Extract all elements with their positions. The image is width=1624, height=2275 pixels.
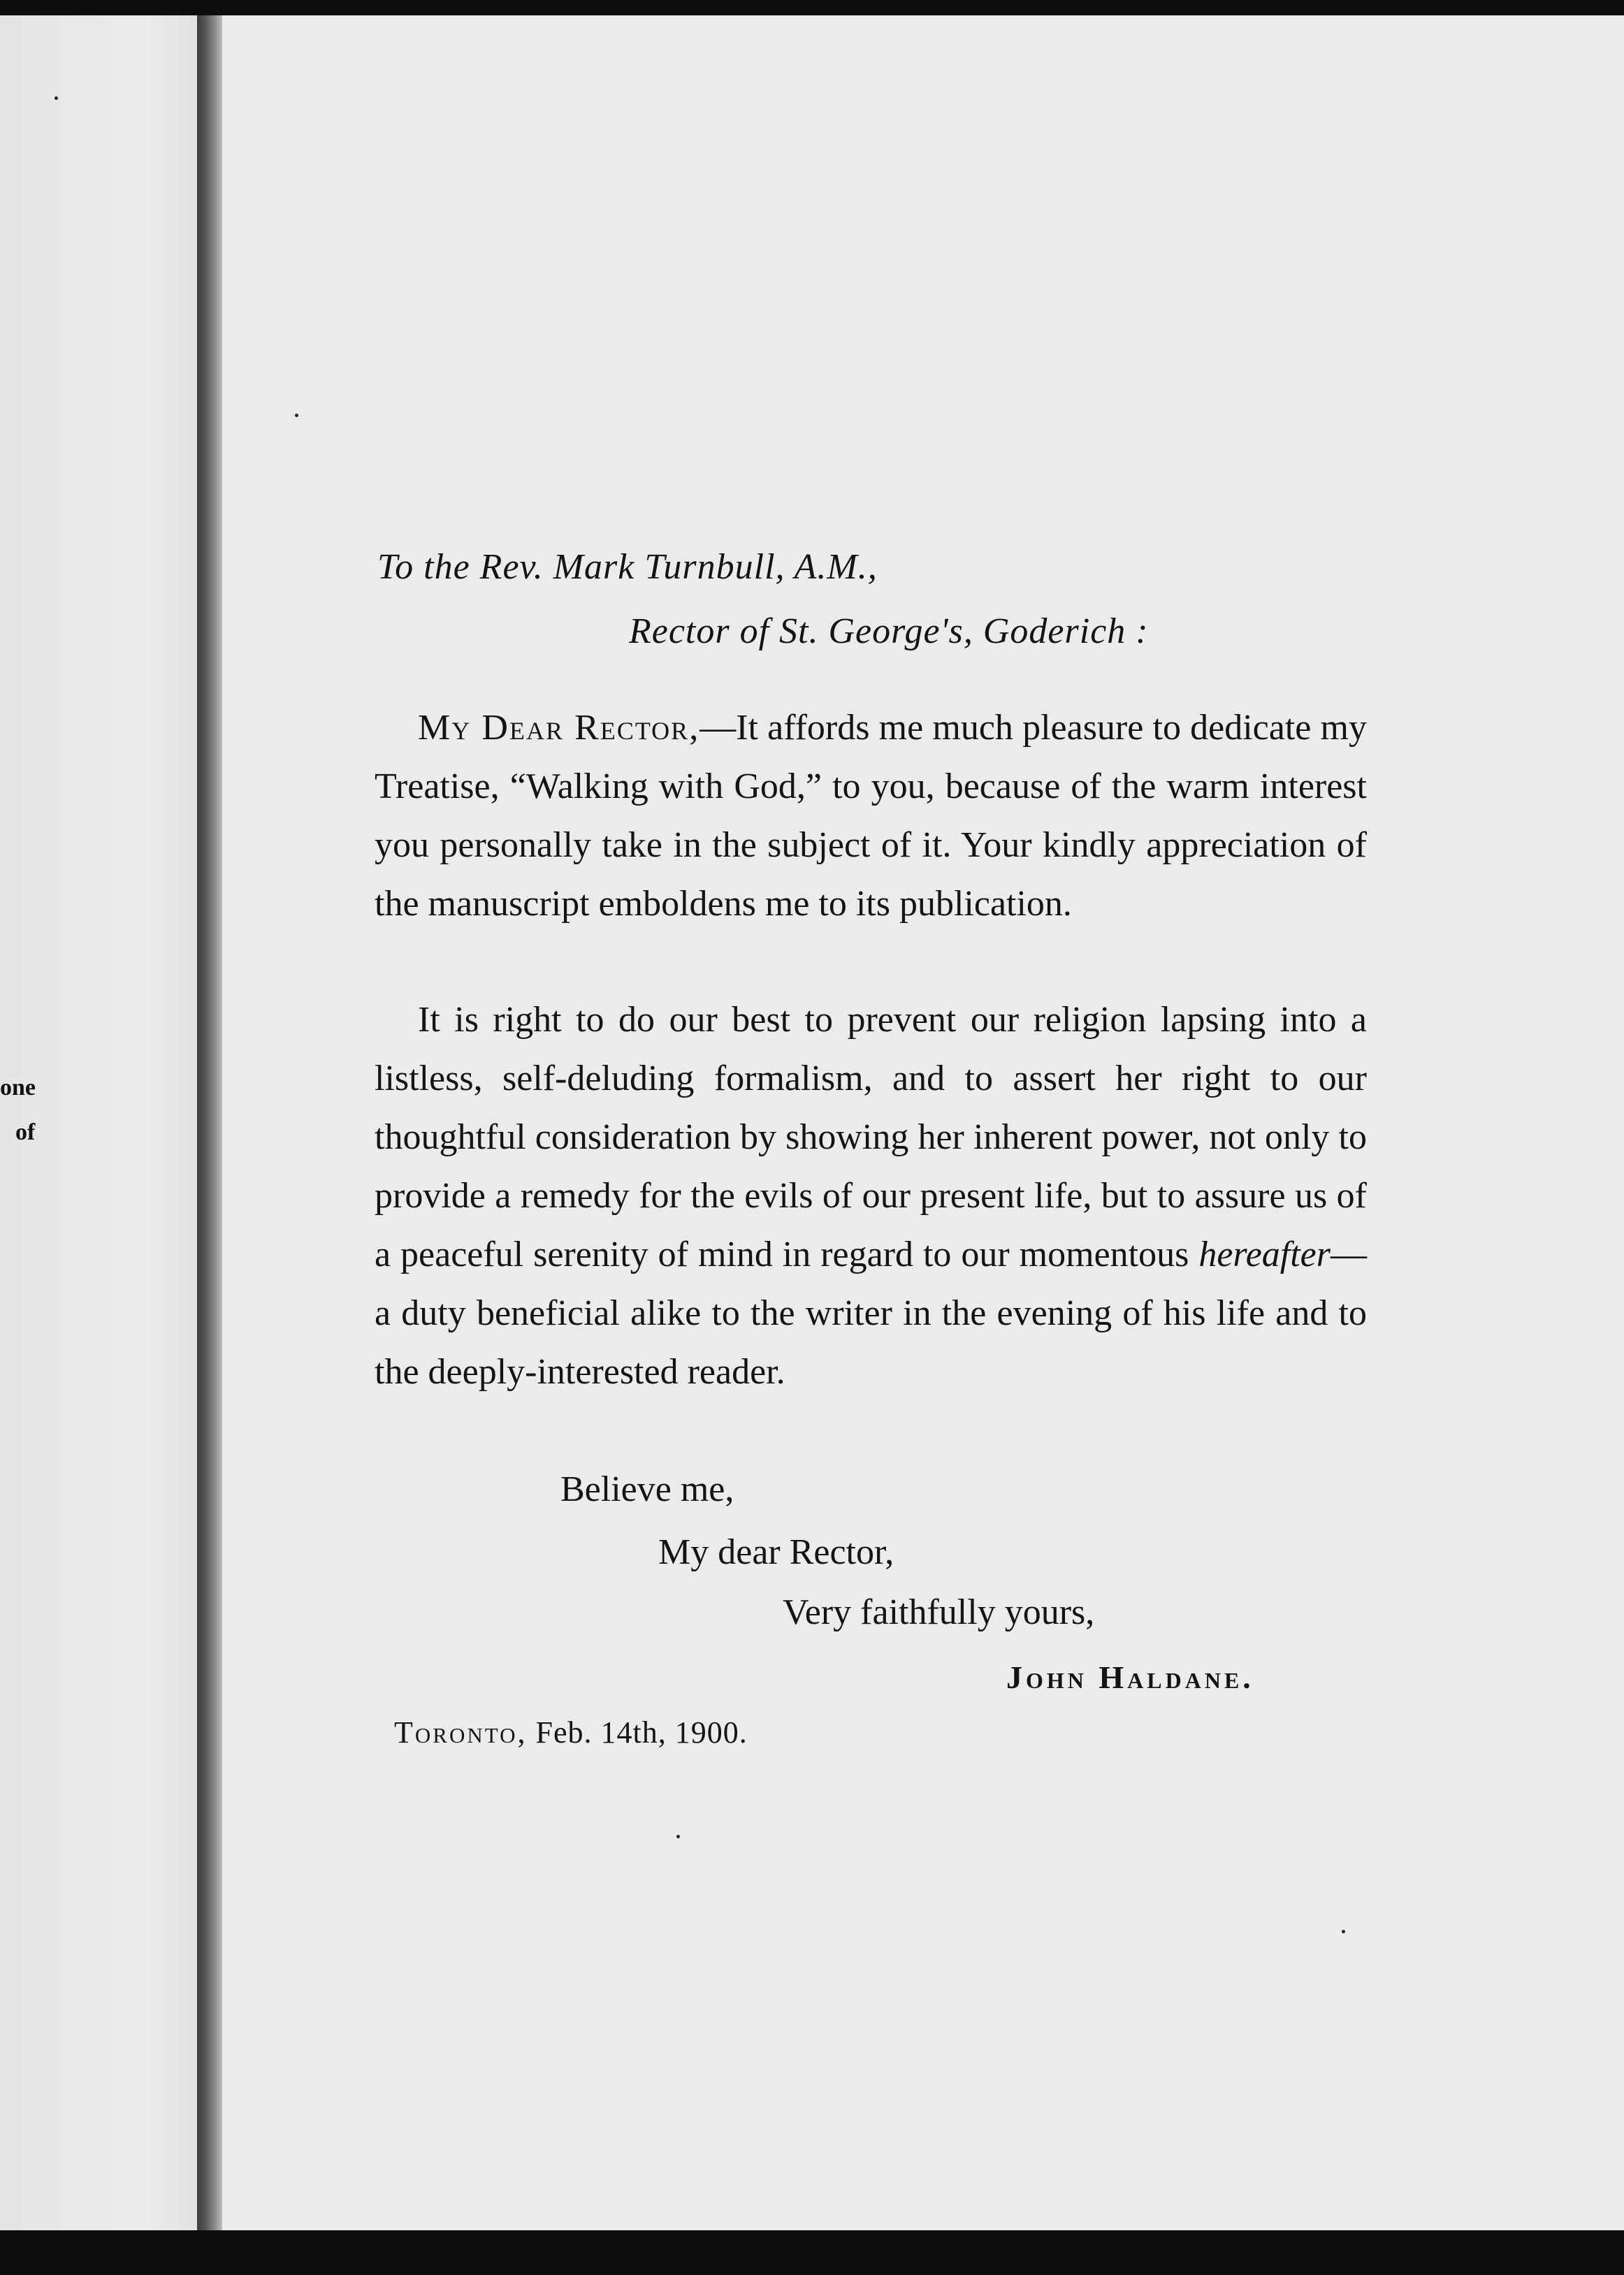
paper-speck [295, 414, 298, 417]
greeting-lead: My Dear Rector, [418, 708, 700, 748]
left-page-fragment-one: one [0, 1075, 36, 1100]
left-page-edge [0, 15, 197, 2230]
dedication-content [222, 15, 1624, 2230]
closing-my-dear-rector: My dear Rector, [658, 1532, 894, 1572]
dateline [394, 1715, 748, 1750]
closing-faithfully-yours: Very faithfully yours, [783, 1592, 1095, 1632]
dedication-paragraph-1 [375, 699, 1367, 933]
signature: John Haldane. [1006, 1659, 1254, 1695]
paper-speck [676, 1835, 680, 1838]
closing-believe-me: Believe me, [560, 1469, 734, 1509]
dedication-paragraph-2 [375, 991, 1367, 1402]
addressee-line-1: To the Rev. Mark Turnbull, A.M., [377, 547, 878, 587]
paper-speck [1342, 1930, 1345, 1933]
paragraph-2-text: It is right to do our best to prevent our religion lapsing into a listless, self-deluding formalism, and to assert her right to our thoughtful consideration by showing her inherent power, not only to provide a remedy for the evils of our present life, but to assure us of a peaceful serenity of mind in regard to our momentous [375, 1000, 1367, 1274]
paper-speck [55, 96, 58, 100]
addressee-line-2: Rector of St. George's, Goderich : [629, 611, 1149, 651]
book-gutter [197, 15, 222, 2230]
paragraph-2-ending: —a duty beneficial alike to the writer in the evening of his life and to the deeply-interested reader. [375, 1235, 1367, 1392]
left-page-fragment-of: of [15, 1119, 36, 1145]
paragraph-1-body: —It affords me much pleasure to dedicate my Treatise, “Walking with God,” to you, because of the warm interest you personally take in the subject of it. Your kindly appreciation of the manuscript emboldens me to its publication. [375, 708, 1367, 924]
dateline-place: Toronto, [394, 1715, 528, 1750]
paragraph-2-italic: hereafter [1198, 1235, 1331, 1274]
dateline-date: Feb. 14th, 1900. [535, 1715, 748, 1750]
dedication-page [222, 15, 1624, 2230]
